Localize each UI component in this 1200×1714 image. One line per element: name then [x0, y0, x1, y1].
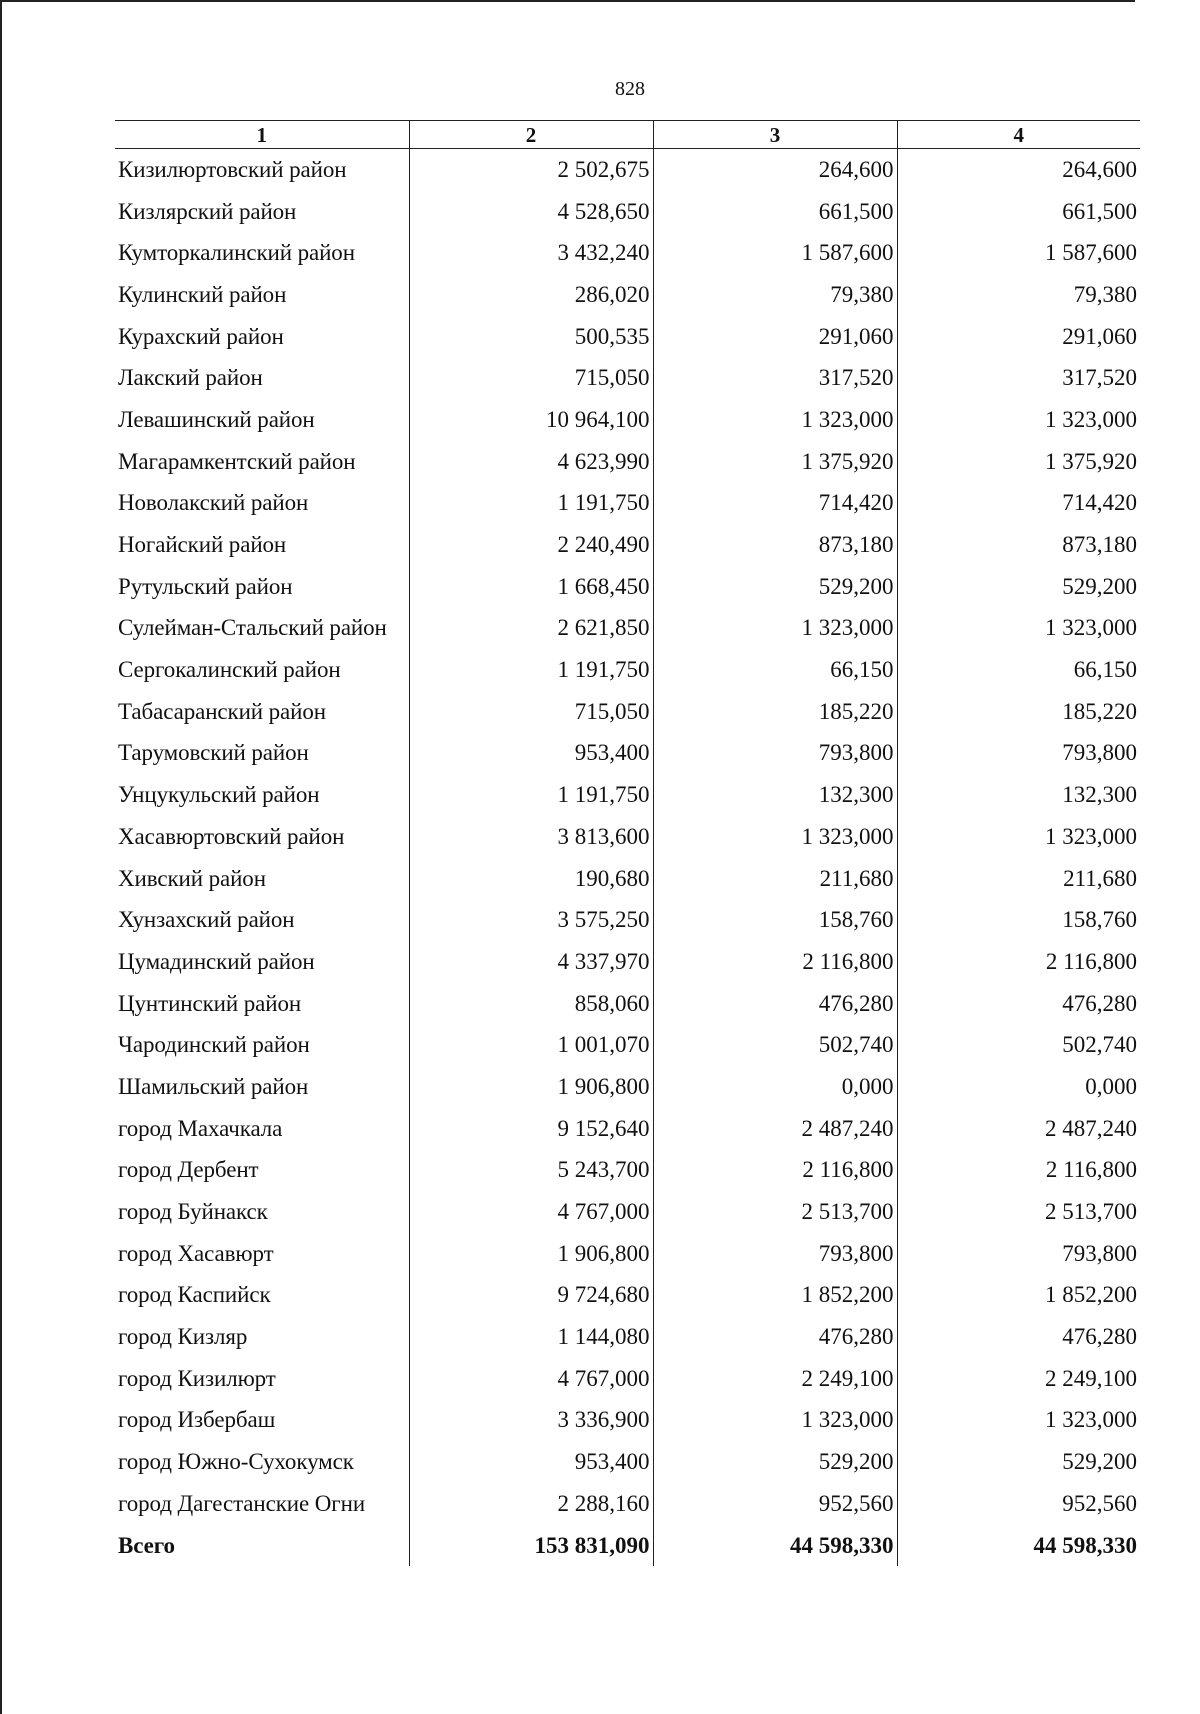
cell-col-3: 1 323,000: [653, 399, 897, 441]
page-number: 828: [615, 78, 645, 100]
cell-col-2: 2 240,490: [409, 524, 653, 566]
cell-col-4: 2 116,800: [1045, 1157, 1137, 1183]
cell-name: Хивский район: [115, 858, 409, 900]
table-row: [115, 649, 1140, 691]
cell-name: город Избербаш: [115, 1400, 409, 1442]
table-row: [115, 1400, 1140, 1442]
table-row: [115, 608, 1140, 650]
data-table: [115, 120, 1140, 1566]
cell-name: Хунзахский район: [115, 899, 409, 941]
table-row: [115, 1316, 1140, 1358]
cell-col-4: 132,300: [1062, 782, 1137, 808]
cell-name: город Кизляр: [115, 1316, 409, 1358]
table-row: [115, 1358, 1140, 1400]
cell-col-3: 211,680: [653, 858, 897, 900]
table-row: [115, 232, 1140, 274]
table-row: [115, 1108, 1140, 1150]
header-col-1: 1: [115, 121, 409, 149]
header-col-3: 3: [653, 121, 897, 149]
cell-name: Кизлярский район: [115, 191, 409, 233]
table-header-row: [115, 121, 1140, 149]
cell-name: Всего: [115, 1525, 409, 1567]
cell-col-2: 2 502,675: [409, 149, 653, 191]
cell-name: Шамильский район: [115, 1066, 409, 1108]
cell-col-4: 2 513,700: [1045, 1199, 1137, 1225]
table-row: [115, 983, 1140, 1025]
cell-col-4: 317,520: [1062, 365, 1137, 391]
cell-col-4: 793,800: [1062, 740, 1137, 766]
cell-col-3: 476,280: [653, 983, 897, 1025]
cell-name: Новолакский район: [115, 483, 409, 525]
table-row: [115, 1024, 1140, 1066]
cell-col-4: 529,200: [1062, 573, 1137, 599]
cell-col-2: 1 191,750: [409, 649, 653, 691]
cell-col-4: 66,150: [1073, 657, 1137, 683]
cell-name: Цунтинский район: [115, 983, 409, 1025]
table-row: [115, 733, 1140, 775]
cell-col-3: 952,560: [653, 1483, 897, 1525]
cell-name: Кулинский район: [115, 274, 409, 316]
cell-col-2: 3 813,600: [409, 816, 653, 858]
cell-col-2: 2 621,850: [409, 608, 653, 650]
table-total-row: [115, 1525, 1140, 1567]
cell-col-4: 952,560: [1062, 1490, 1137, 1516]
cell-col-2: 1 906,800: [409, 1066, 653, 1108]
cell-col-2: 4 767,000: [409, 1358, 653, 1400]
cell-col-2: 4 337,970: [409, 941, 653, 983]
cell-col-4: 476,280: [1062, 1324, 1137, 1350]
cell-col-2: 715,050: [409, 691, 653, 733]
cell-col-4: 211,680: [1063, 865, 1137, 891]
cell-col-4: 79,380: [1073, 281, 1137, 307]
cell-name: город Махачкала: [115, 1108, 409, 1150]
cell-name: Хасавюртовский район: [115, 816, 409, 858]
table-row: [115, 816, 1140, 858]
table-row: [115, 524, 1140, 566]
cell-name: Цумадинский район: [115, 941, 409, 983]
cell-col-3: 264,600: [653, 149, 897, 191]
cell-col-4: 291,060: [1062, 323, 1137, 349]
cell-col-3: 476,280: [653, 1316, 897, 1358]
cell-col-3: 661,500: [653, 191, 897, 233]
cell-name: Сулейман-Стальский район: [115, 608, 409, 650]
cell-col-4: 661,500: [1062, 198, 1137, 224]
cell-col-3: 79,380: [653, 274, 897, 316]
cell-col-2: 3 432,240: [409, 232, 653, 274]
cell-col-2: 953,400: [409, 733, 653, 775]
table-row: [115, 1066, 1140, 1108]
cell-col-3: 2 513,700: [653, 1191, 897, 1233]
cell-col-2: 1 668,450: [409, 566, 653, 608]
cell-col-4: 502,740: [1062, 1032, 1137, 1058]
cell-col-3: 714,420: [653, 483, 897, 525]
cell-name: город Каспийск: [115, 1275, 409, 1317]
cell-col-4: 1 852,200: [1045, 1282, 1137, 1308]
cell-col-2: 4 767,000: [409, 1191, 653, 1233]
cell-col-3: 185,220: [653, 691, 897, 733]
cell-col-2: 1 906,800: [409, 1233, 653, 1275]
table-row: [115, 191, 1140, 233]
cell-col-4: 873,180: [1062, 532, 1137, 558]
cell-name: город Буйнакск: [115, 1191, 409, 1233]
cell-name: Кизилюртовский район: [115, 149, 409, 191]
cell-name: город Кизилюрт: [115, 1358, 409, 1400]
cell-col-2: 5 243,700: [409, 1150, 653, 1192]
table-row: [115, 1191, 1140, 1233]
cell-col-2: 500,535: [409, 316, 653, 358]
cell-name: город Дербент: [115, 1150, 409, 1192]
cell-col-3: 291,060: [653, 316, 897, 358]
cell-col-4: 158,760: [1062, 907, 1137, 933]
table-row: [115, 1483, 1140, 1525]
cell-col-3: 529,200: [653, 1441, 897, 1483]
cell-col-2: 3 575,250: [409, 899, 653, 941]
cell-col-2: 1 001,070: [409, 1024, 653, 1066]
cell-col-4: 264,600: [1062, 156, 1137, 182]
cell-col-4: 1 375,920: [1045, 448, 1137, 474]
cell-col-3: 132,300: [653, 774, 897, 816]
cell-col-2: 1 191,750: [409, 483, 653, 525]
cell-col-3: 2 116,800: [653, 941, 897, 983]
cell-name: Магарамкентский район: [115, 441, 409, 483]
cell-col-3: 2 487,240: [653, 1108, 897, 1150]
table-row: [115, 899, 1140, 941]
table-row: [115, 566, 1140, 608]
header-col-2: 2: [409, 121, 653, 149]
cell-col-3: 0,000: [653, 1066, 897, 1108]
cell-col-4: 2 487,240: [1045, 1115, 1137, 1141]
cell-name: Тарумовский район: [115, 733, 409, 775]
table-row: [115, 941, 1140, 983]
scan-left-edge: [0, 0, 2, 1714]
cell-col-4: 476,280: [1062, 990, 1137, 1016]
cell-col-3: 873,180: [653, 524, 897, 566]
cell-col-4: 1 323,000: [1045, 615, 1137, 641]
table-row: [115, 1150, 1140, 1192]
cell-col-3: 2 249,100: [653, 1358, 897, 1400]
cell-col-3: 66,150: [653, 649, 897, 691]
table-row: [115, 441, 1140, 483]
cell-col-2: 9 152,640: [409, 1108, 653, 1150]
cell-col-4: 714,420: [1062, 490, 1137, 516]
table-row: [115, 483, 1140, 525]
cell-col-2: 286,020: [409, 274, 653, 316]
cell-col-3: 317,520: [653, 357, 897, 399]
cell-name: город Южно-Сухокумск: [115, 1441, 409, 1483]
table-row: [115, 149, 1140, 191]
table-row: [115, 774, 1140, 816]
cell-col-2: 2 288,160: [409, 1483, 653, 1525]
cell-name: Кумторкалинский район: [115, 232, 409, 274]
cell-col-2: 858,060: [409, 983, 653, 1025]
cell-col-3: 1 323,000: [653, 608, 897, 650]
cell-col-4: 793,800: [1062, 1240, 1137, 1266]
cell-col-2: 10 964,100: [409, 399, 653, 441]
cell-col-4: 1 323,000: [1045, 1407, 1137, 1433]
cell-col-2: 1 191,750: [409, 774, 653, 816]
cell-name: Ногайский район: [115, 524, 409, 566]
cell-col-2: 190,680: [409, 858, 653, 900]
cell-col-3: 793,800: [653, 733, 897, 775]
cell-name: Рутульский район: [115, 566, 409, 608]
cell-name: Сергокалинский район: [115, 649, 409, 691]
cell-col-3: 2 116,800: [653, 1150, 897, 1192]
cell-col-3: 1 852,200: [653, 1275, 897, 1317]
cell-col-3: 529,200: [653, 566, 897, 608]
cell-col-3: 1 323,000: [653, 816, 897, 858]
cell-name: Курахский район: [115, 316, 409, 358]
cell-col-3: 158,760: [653, 899, 897, 941]
cell-col-2: 3 336,900: [409, 1400, 653, 1442]
cell-name: Унцукульский район: [115, 774, 409, 816]
cell-name: Чародинский район: [115, 1024, 409, 1066]
cell-name: Лакский район: [115, 357, 409, 399]
cell-name: Табасаранский район: [115, 691, 409, 733]
cell-col-3: 44 598,330: [653, 1525, 897, 1567]
cell-col-4: 1 587,600: [1045, 240, 1137, 266]
cell-col-3: 502,740: [653, 1024, 897, 1066]
scan-top-edge: [0, 0, 1135, 2]
table-row: [115, 858, 1140, 900]
table-row: [115, 274, 1140, 316]
cell-col-2: 953,400: [409, 1441, 653, 1483]
cell-col-2: 9 724,680: [409, 1275, 653, 1317]
cell-col-3: 1 375,920: [653, 441, 897, 483]
cell-col-2: 1 144,080: [409, 1316, 653, 1358]
cell-col-2: 153 831,090: [409, 1525, 653, 1567]
cell-col-2: 715,050: [409, 357, 653, 399]
cell-col-4: 185,220: [1062, 698, 1137, 724]
table-row: [115, 691, 1140, 733]
cell-col-4: 0,000: [1085, 1073, 1137, 1099]
cell-col-2: 4 623,990: [409, 441, 653, 483]
table-row: [115, 399, 1140, 441]
cell-col-4: 1 323,000: [1045, 406, 1137, 432]
cell-name: Левашинский район: [115, 399, 409, 441]
cell-col-4: 2 116,800: [1045, 948, 1137, 974]
table-body: [115, 149, 1140, 1567]
cell-col-4: 2 249,100: [1045, 1365, 1137, 1391]
cell-name: город Дагестанские Огни: [115, 1483, 409, 1525]
cell-name: город Хасавюрт: [115, 1233, 409, 1275]
cell-col-3: 1 587,600: [653, 232, 897, 274]
header-col-4: 4: [897, 121, 1140, 149]
table-row: [115, 1233, 1140, 1275]
cell-col-4: 44 598,330: [1033, 1532, 1137, 1558]
cell-col-2: 4 528,650: [409, 191, 653, 233]
cell-col-4: 1 323,000: [1045, 823, 1137, 849]
cell-col-3: 793,800: [653, 1233, 897, 1275]
table-row: [115, 357, 1140, 399]
cell-col-3: 1 323,000: [653, 1400, 897, 1442]
cell-col-4: 529,200: [1062, 1449, 1137, 1475]
table-row: [115, 1275, 1140, 1317]
table-row: [115, 316, 1140, 358]
table-row: [115, 1441, 1140, 1483]
